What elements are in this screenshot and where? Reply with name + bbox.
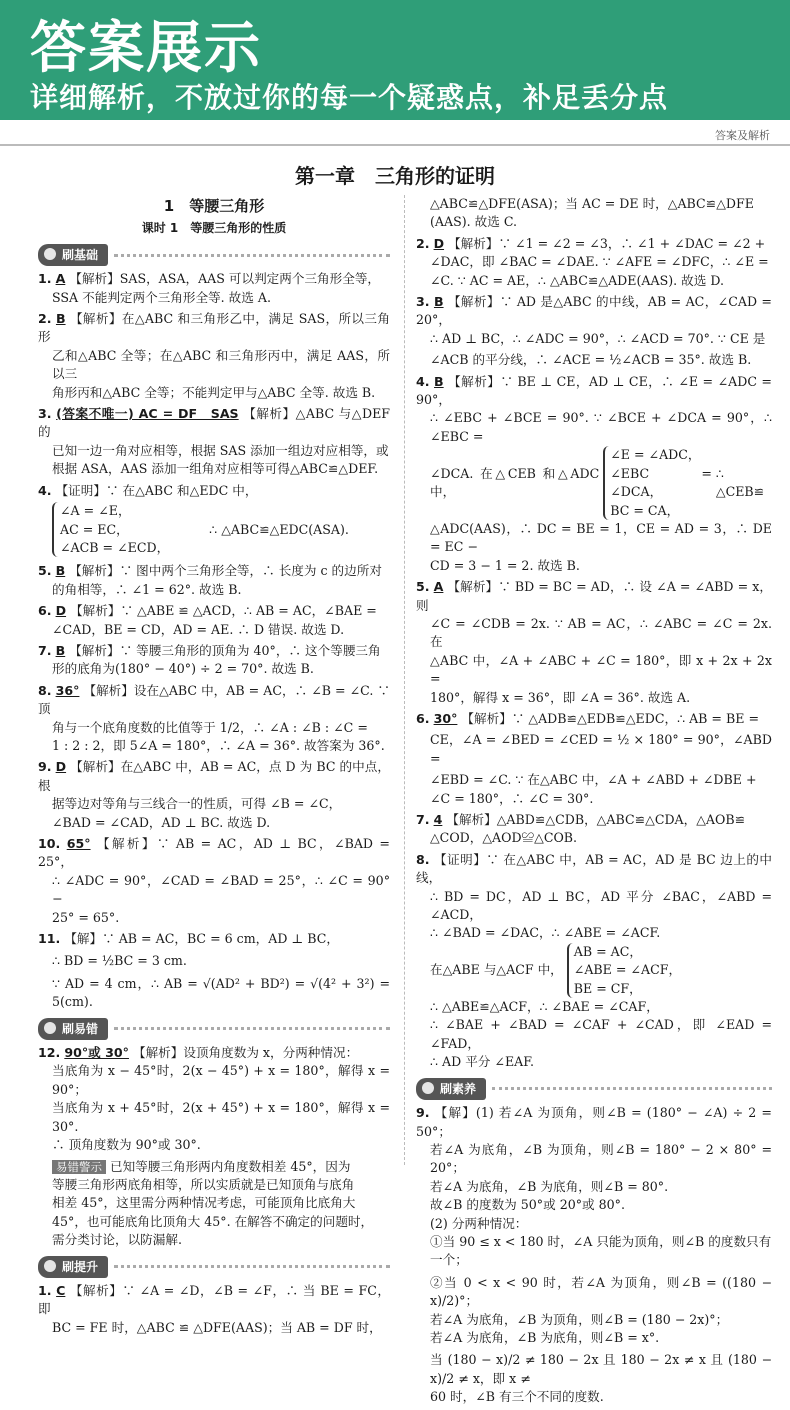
item-text: ∴ △CEB≌	[715, 465, 765, 500]
item-text: 等腰三角形两底角相等，所以实质就是已知顶角与底角	[52, 1176, 355, 1192]
item-number: 10.	[38, 836, 61, 851]
item-answer: 90°或 30°	[64, 1045, 129, 1061]
item-text: 【解析】∵ 图中两个三角形全等，∴ 长度为 c 的边所对	[69, 563, 382, 579]
item-text: 当底角为 x − 45°时，2(x − 45°) + x = 180°，解得 x = 90°；	[52, 1063, 390, 1097]
answer-item	[416, 710, 772, 808]
item-text: 若∠A 为底角，∠B 为底角，则∠B = 80°.	[430, 1178, 669, 1194]
brace-line: ∠ACB = ∠ECD，	[60, 539, 170, 555]
item-answer: D	[433, 235, 445, 251]
brace-line: ∠A = ∠E，	[60, 503, 131, 519]
item-text: CD = 3 − 1 = 2. 故选 B.	[430, 557, 580, 573]
item-text: 【证明】∵ 在△ABC 中，AB = AC，AD 是 BC 边上的中线，	[416, 851, 772, 886]
item-text: 【解析】∵ AD 是△ABC 的中线，AB = AC，∠CAD = 20°，	[416, 294, 772, 328]
item-number: 2.	[416, 235, 430, 251]
item-text: BC = FE 时，△ABC ≌ △DFE(AAS)；当 AB = DF 时，	[52, 1319, 382, 1335]
item-text: 【解析】∵ △ADB≌△EDB≌△EDC，∴ AB = BE =	[461, 710, 759, 726]
item-text: ∴ ∠ADC = 90°，∠CAD = ∠BAD = 25°，∴ ∠C = 90° −	[52, 872, 390, 907]
item-text: 【解析】∵ AB = AC，AD ⊥ BC，∠BAD = 25°，	[38, 836, 390, 870]
item-number: 11.	[38, 931, 61, 947]
banner-subtitle: 详细解析，不放过你的每一个疑惑点，补足丢分点	[30, 81, 669, 114]
condition-brace	[567, 943, 681, 998]
item-answer: B	[55, 642, 66, 658]
item-number: 1.	[38, 1282, 52, 1298]
item-text: 25° = 65°.	[52, 909, 120, 925]
item-number: 7.	[416, 812, 430, 827]
item-text: ①当 90 ≤ x < 180 时，∠A 只能为顶角，则∠B 的度数只有	[430, 1233, 772, 1249]
answer-item	[38, 682, 390, 756]
item-answer: (答案不唯一) AC = DF SAS	[56, 406, 239, 422]
item-number: 6.	[38, 603, 52, 619]
item-text: ∠DAC，即 ∠BAC = ∠DAE. ∵ ∠AFE = ∠DFC，∴ ∠E =	[430, 254, 769, 270]
item-text: ∴ BD = DC，AD ⊥ BC，AD 平分 ∠BAC，∠ABD = ∠ACD，	[430, 888, 772, 923]
item-text: 乙和△ABC 全等；在△ABC 和三角形丙中，满足 AAS，所以三	[52, 347, 390, 382]
item-number: 5.	[416, 579, 430, 595]
item-text: 【解析】在△ABC 和三角形乙中，满足 SAS，所以三角形	[38, 311, 390, 345]
item-number: 3.	[416, 294, 430, 310]
answer-item	[416, 811, 772, 848]
item-text: 一个；	[430, 1252, 468, 1268]
item-text: 【解析】△ABD≌△CDB，△ABC≌△CDA，△AOB≌	[446, 812, 746, 827]
item-text: ∠CAD，BE = CD，AD = AE. ∴ D 错误. 故选 D.	[52, 621, 345, 637]
item-text: 在△ABE 与△ACF 中，	[430, 962, 563, 978]
item-text: 【解析】∵ ∠1 = ∠2 = ∠3，∴ ∠1 + ∠DAC = ∠2 +	[448, 235, 766, 251]
item-text: 的角相等，∴ ∠1 = 62°. 故选 B.	[52, 581, 242, 597]
item-number: 5.	[38, 563, 52, 579]
condition-brace	[52, 502, 169, 557]
item-text: 若∠A 为底角，∠B 为顶角，则∠B = 180° − 2 × 80° = 20°；	[430, 1141, 772, 1176]
item-text: △ABC≌△DFE(ASA)；当 AC = DE 时，△ABC≌△DFE	[430, 196, 754, 211]
item-answer: B	[433, 294, 444, 310]
item-number: 4.	[38, 482, 52, 498]
answer-item	[38, 1282, 390, 1337]
item-text: 需分类讨论，以防漏解.	[52, 1232, 182, 1248]
brace-line: ∠E = ∠ADC，	[610, 447, 701, 463]
item-text: △ABC 中，∠A + ∠ABC + ∠C = 180°，即 x + 2x + 2x =	[430, 652, 772, 687]
item-answer: D	[55, 759, 67, 775]
item-text: ∴ △ABE≌△ACF，∴ ∠BAE = ∠CAF，	[430, 999, 659, 1015]
tag-basic	[38, 244, 390, 266]
item-text: ∴ ∠BAD = ∠DAC，∴ ∠ABE = ∠ACF.	[430, 925, 661, 941]
item-text: ∠C = 180°，∴ ∠C = 30°.	[430, 790, 594, 806]
item-text: 【解析】设顶角度数为 x，分两种情况：	[132, 1045, 359, 1061]
item-text: △COD，△AOD≌△COB.	[430, 830, 578, 846]
item-answer: 65°	[66, 836, 91, 851]
answer-item	[38, 602, 390, 639]
item-text: 45°，也可能底角比顶角大 45°. 在解答不确定的问题时，	[52, 1213, 374, 1229]
item-text: (2) 分两种情况：	[430, 1215, 528, 1231]
item-text: 180°，解得 x = 36°，即 ∠A = 36°. 故选 A.	[430, 689, 691, 705]
item-text: 据等边对等角与三线合一的性质，可得 ∠B = ∠C，	[52, 796, 342, 812]
item-text: 故∠B 的度数为 50°或 20°或 80°.	[430, 1197, 625, 1213]
item-text: 根据 ASA，AAS 添加一组角对应相等可得△ABC≌△DEF.	[52, 461, 379, 477]
item-text: 已知等腰三角形两内角度数相差 45°，因为	[110, 1158, 351, 1174]
answer-item	[38, 310, 390, 402]
item-text: 已知一边一角对应相等，根据 SAS 添加一组边对应相等，或	[52, 442, 389, 458]
answer-item	[38, 930, 390, 1012]
item-text: 【解】∵ AB = AC，BC = 6 cm，AD ⊥ BC，	[64, 931, 339, 947]
dotted-rule	[114, 1265, 390, 1268]
item-text: 1 : 2 : 2，即 5∠A = 180°，∴ ∠A = 36°. 故答案为 36°.	[52, 737, 385, 753]
brace-line: BC = CA，	[610, 502, 680, 518]
item-answer: 30°	[433, 710, 458, 726]
item-answer: B	[55, 311, 66, 327]
answer-item	[38, 1044, 390, 1154]
item-text: ∠DCA. 在△CEB 和△ADC 中，	[430, 465, 600, 500]
item-text: 当 (180 − x)/2 ≠ 180 − 2x 且 180 − 2x ≠ x 且 (180 − x)/2 ≠ x，即 x ≠	[430, 1352, 772, 1386]
item-text: ∴ 顶角度数为 90°或 30°.	[52, 1137, 201, 1153]
item-text: ∠ACB 的平分线，∴ ∠ACE = ½∠ACB = 35°. 故选 B.	[430, 352, 752, 368]
item-answer: 4	[433, 812, 443, 827]
section-title: 1 等腰三角形	[163, 197, 265, 215]
item-text: 若∠A 为底角，∠B 为底角，则∠B = x°.	[430, 1329, 660, 1345]
item-answer: B	[434, 373, 444, 389]
item-text: 【解析】∵ ∠A = ∠D，∠B = ∠F，∴ 当 BE = FC，即	[38, 1282, 390, 1317]
item-text: ∠C. ∵ AC = AE，∴ △ABC≌△ADE(AAS). 故选 D.	[430, 272, 724, 288]
item-text: 【解析】设在△ABC 中，AB = AC，∴ ∠B = ∠C. ∵ 顶	[38, 682, 390, 717]
header-rule	[0, 144, 790, 146]
item-text: ∵ AD = 4 cm，∴ AB = √(AD² + BD²) = √(4² + 3²) = 5(cm).	[52, 975, 390, 1010]
column-divider	[404, 195, 405, 1165]
answer-item	[416, 1104, 772, 1407]
answer-item	[38, 405, 390, 479]
item-text: SSA 不能判定两个三角形全等. 故选 A.	[52, 289, 271, 305]
item-text: 【解析】△ABC 与△DEF 的	[38, 406, 391, 440]
brace-line: BE = CF，	[573, 980, 642, 996]
brace-line: ∠ABE = ∠ACF，	[573, 962, 682, 978]
banner-title: 答案展示	[30, 16, 262, 81]
item-answer: C	[56, 1282, 66, 1298]
condition-brace	[603, 446, 712, 520]
item-text: 【解析】∵ 等腰三角形的顶角为 40°，∴ 这个等腰三角	[69, 642, 381, 658]
item-number: 8.	[38, 682, 52, 698]
answer-item	[38, 758, 390, 832]
item-text: (AAS). 故选 C.	[430, 214, 518, 230]
item-text: 形的底角为(180° − 40°) ÷ 2 = 70°. 故选 B.	[52, 661, 314, 677]
tag-literacy	[416, 1078, 772, 1100]
item-text: ②当 0 < x < 90 时，若∠A 为顶角，则∠B = ((180 − x)/2)°；	[430, 1274, 772, 1309]
dotted-rule	[492, 1087, 772, 1090]
answer-item-continued	[416, 195, 772, 232]
dotted-rule	[114, 1027, 390, 1030]
answer-item	[38, 482, 390, 560]
item-text: ∴ BD = ½BC = 3 cm.	[52, 953, 187, 969]
proof-block	[430, 943, 772, 998]
answer-item	[38, 642, 390, 679]
item-number: 9.	[416, 1105, 430, 1121]
item-text: 60 时，∠B 有三个不同的度数.	[430, 1389, 604, 1405]
item-text: 【解析】∵ BD = BC = AD，∴ 设 ∠A = ∠ABD = x，则	[416, 579, 772, 613]
tag-improve	[38, 1256, 390, 1278]
brace-line: ∠EBC = ∠DCA，	[610, 465, 712, 500]
item-number: 4.	[416, 373, 430, 389]
item-answer: A	[433, 579, 444, 595]
item-text: CE，∠A = ∠BED = ∠CED = ½ × 180° = 90°，∠ABD =	[430, 732, 772, 766]
item-text: ∴ ∠EBC + ∠BCE = 90°. ∵ ∠BCE + ∠DCA = 90°，∴ ∠EBC =	[430, 410, 772, 444]
item-text: ∴ AD ⊥ BC，∴ ∠ADC = 90°，∴ ∠ACD = 70°. ∵ CE 是	[430, 330, 766, 346]
item-text: ∴ ∠BAE + ∠BAD = ∠CAF + ∠CAD，即 ∠EAD = ∠FAD，	[430, 1017, 772, 1051]
item-text: 【解析】在△ABC 中，AB = AC，点 D 为 BC 的中点，根	[38, 759, 390, 793]
item-number: 8.	[416, 851, 430, 867]
item-text: 相差 45°，这里需分两种情况考虑，可能顶角比底角大	[52, 1195, 356, 1211]
answer-item	[38, 270, 390, 307]
item-answer: A	[55, 271, 66, 287]
item-text: 【证明】∵ 在△ABC 和△EDC 中，	[55, 482, 258, 498]
chapter-title: 第一章 三角形的证明	[295, 164, 495, 188]
warning-note	[38, 1158, 390, 1250]
item-number: 6.	[416, 710, 430, 726]
running-head: 答案及解析	[715, 129, 770, 142]
item-number: 12.	[38, 1045, 61, 1061]
item-text: 角与一个底角度数的比值等于 1/2，∴ ∠A : ∠B : ∠C =	[52, 719, 368, 735]
tag-label: 刷提升	[38, 1256, 108, 1278]
answer-item	[416, 578, 772, 707]
item-number: 9.	[38, 759, 52, 775]
brace-line: AC = EC，	[60, 521, 129, 537]
item-answer: 36°	[55, 682, 80, 698]
right-column	[416, 195, 772, 1410]
proof-block	[38, 500, 390, 559]
header-banner	[0, 0, 790, 120]
item-text: △ADC(AAS)，∴ DC = BE = 1，CE = AD = 3，∴ DE = EC −	[430, 520, 772, 555]
item-number: 2.	[38, 311, 52, 327]
item-number: 1.	[38, 271, 52, 287]
item-text: ∴ △ABC≌△EDC(ASA).	[209, 521, 349, 537]
answer-item	[416, 293, 772, 370]
brace-line: AB = AC，	[573, 943, 642, 959]
item-answer: D	[55, 603, 67, 619]
item-text: 【解析】∵ △ABE ≌ △ACD，∴ AB = AC，∠BAE =	[70, 603, 377, 619]
tag-label: 刷素养	[416, 1078, 486, 1100]
proof-block	[430, 446, 772, 520]
answer-item	[416, 851, 772, 1072]
item-text: 【解】(1) 若∠A 为顶角，则∠B = (180° − ∠A) ÷ 2 = 50°；	[416, 1105, 772, 1139]
item-text: 【解析】SAS，ASA，AAS 可以判定两个三角形全等，	[69, 271, 381, 287]
item-text: 若∠A 为底角，∠B 为顶角，则∠B = (180 − 2x)°；	[430, 1311, 729, 1327]
item-text: 当底角为 x + 45°时，2(x + 45°) + x = 180°，解得 x = 30°.	[52, 1100, 390, 1134]
item-text: ∠BAD = ∠CAD，AD ⊥ BC. 故选 D.	[52, 814, 271, 830]
answer-item	[416, 373, 772, 575]
item-text: 角形丙和△ABC 全等；不能判定甲与△ABC 全等. 故选 B.	[52, 384, 376, 400]
warning-label: 易错警示	[52, 1160, 106, 1174]
item-text: 【解析】∵ BE ⊥ CE，AD ⊥ CE，∴ ∠E = ∠ADC = 90°，	[416, 373, 772, 408]
answer-item	[416, 235, 772, 290]
item-answer: B	[55, 563, 66, 579]
tag-error	[38, 1018, 390, 1040]
item-text: ∠EBD = ∠C. ∵ 在△ABC 中，∠A + ∠ABD + ∠DBE +	[430, 772, 757, 788]
dotted-rule	[114, 254, 390, 257]
item-number: 3.	[38, 406, 52, 422]
tag-label: 刷易错	[38, 1018, 108, 1040]
answer-item	[38, 835, 390, 927]
lesson-title: 课时 1 等腰三角形的性质	[141, 221, 287, 236]
item-text: ∠C = ∠CDB = 2x. ∵ AB = AC，∴ ∠ABC = ∠C = 2x. 在	[430, 615, 772, 650]
answer-item	[38, 562, 390, 599]
left-column	[38, 195, 390, 1340]
tag-label: 刷基础	[38, 244, 108, 266]
item-number: 7.	[38, 642, 52, 658]
item-text: ∴ AD 平分 ∠EAF.	[430, 1054, 535, 1070]
